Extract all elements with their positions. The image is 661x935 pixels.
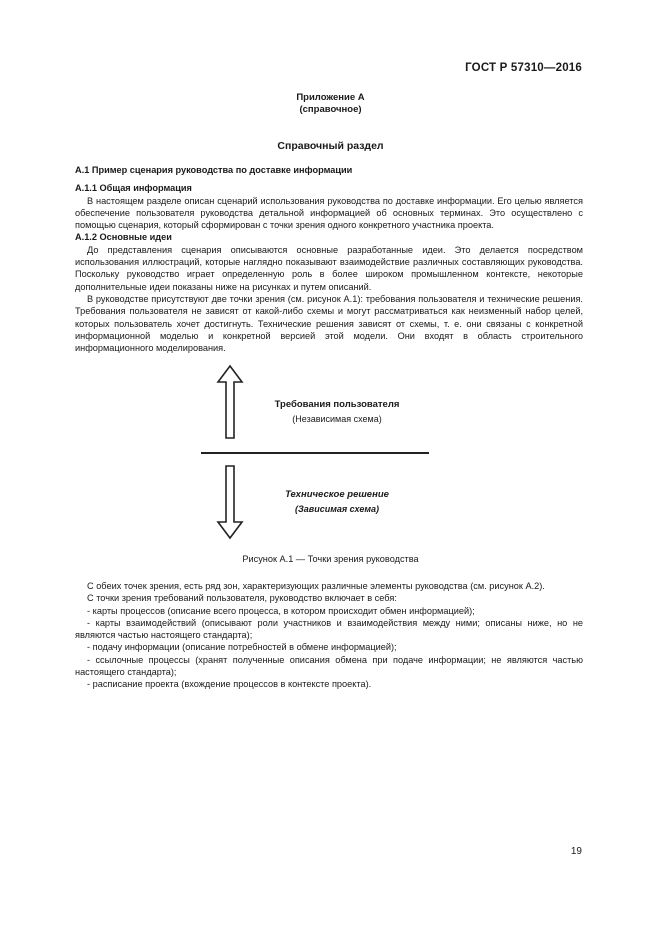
figure-technical-solution bbox=[257, 487, 417, 517]
figure-user-requirements bbox=[257, 397, 417, 427]
annex-subtitle: (справочное) bbox=[299, 104, 362, 115]
list-item: - карты процессов (описание всего процесса, в котором происходит обмен информацией); bbox=[87, 605, 475, 616]
heading-a1-2: А.1.2 Основные идеи bbox=[75, 232, 172, 243]
paragraph-includes: С точки зрения требований пользователя, руководство включает в себя: bbox=[87, 593, 397, 604]
standard-number: ГОСТ Р 57310—2016 bbox=[465, 62, 582, 74]
paragraph-a1-2-1: До представления сценария описываются основные разработанные идеи. Это делается посредством использования иллюстраций, которые наглядно показывают взаимодействие различных составляющих руководства. Поскольку руководство играет определенную роль в более широком промышленном контексте, некоторые дополнительные идеи показаны ниже на рисунках и путем описаний. bbox=[75, 244, 583, 292]
text-block-2 bbox=[75, 580, 583, 691]
list-item: - подачу информации (описание потребностей в обмене информацией); bbox=[87, 642, 397, 653]
heading-a1-1: А.1.1 Общая информация bbox=[75, 183, 192, 194]
figure-top-sub: (Независимая схема) bbox=[292, 414, 382, 424]
paragraph-a1-1: В настоящем разделе описан сценарий использования руководства по доставке информации. Его целью является обеспечение пользователя руководства детальной информацией об основных терминах. Это осуществлено с помощью сценария, который сформирован с точки зрения одного конкретного участника проекта. bbox=[75, 195, 583, 231]
figure-caption: Рисунок А.1 — Точки зрения руководства bbox=[242, 554, 419, 564]
paragraph-zones: С обеих точек зрения, есть ряд зон, характеризующих различные элементы руководства (см. рисунок А.2). bbox=[87, 581, 545, 591]
page-number: 19 bbox=[570, 846, 582, 857]
figure-top-label: Требования пользователя bbox=[274, 399, 400, 410]
list-item: - карты взаимодействий (описывают роли участников и взаимодействия между ними; описаны ниже, но не являются частью настоящего стандарта); bbox=[75, 617, 583, 641]
list-item: - ссылочные процессы (хранят полученные описания обмена при подаче информации; не являются частью настоящего стандарта); bbox=[75, 654, 583, 678]
annex-title: Приложение А bbox=[296, 92, 365, 103]
text-block-1 bbox=[75, 164, 583, 354]
down-arrow-icon bbox=[218, 466, 242, 538]
list-item: - расписание проекта (вхождение процессов в контексте проекта). bbox=[87, 679, 372, 690]
section-title: Справочный раздел bbox=[277, 140, 384, 152]
heading-a1: А.1 Пример сценария руководства по доставке информации bbox=[75, 165, 353, 175]
up-arrow-icon bbox=[218, 366, 242, 438]
figure-bottom-label: Техническое решение bbox=[285, 489, 389, 500]
figure-bottom-sub: (Зависимая схема) bbox=[294, 504, 380, 514]
paragraph-a1-2-2: В руководстве присутствуют две точки зрения (см. рисунок А.1): требования пользователя и технические решения. Требования пользователя не зависят от какой-либо схемы и могут рассматриваться как неизменный набор целей, которых пользователь хочет достигнуть. Технические решения зависят от схемы, т. е. они связаны с конкретной информационной моделью и конкретной версией этой модели. Они входят в область строительного информационного моделирования. bbox=[75, 293, 583, 354]
